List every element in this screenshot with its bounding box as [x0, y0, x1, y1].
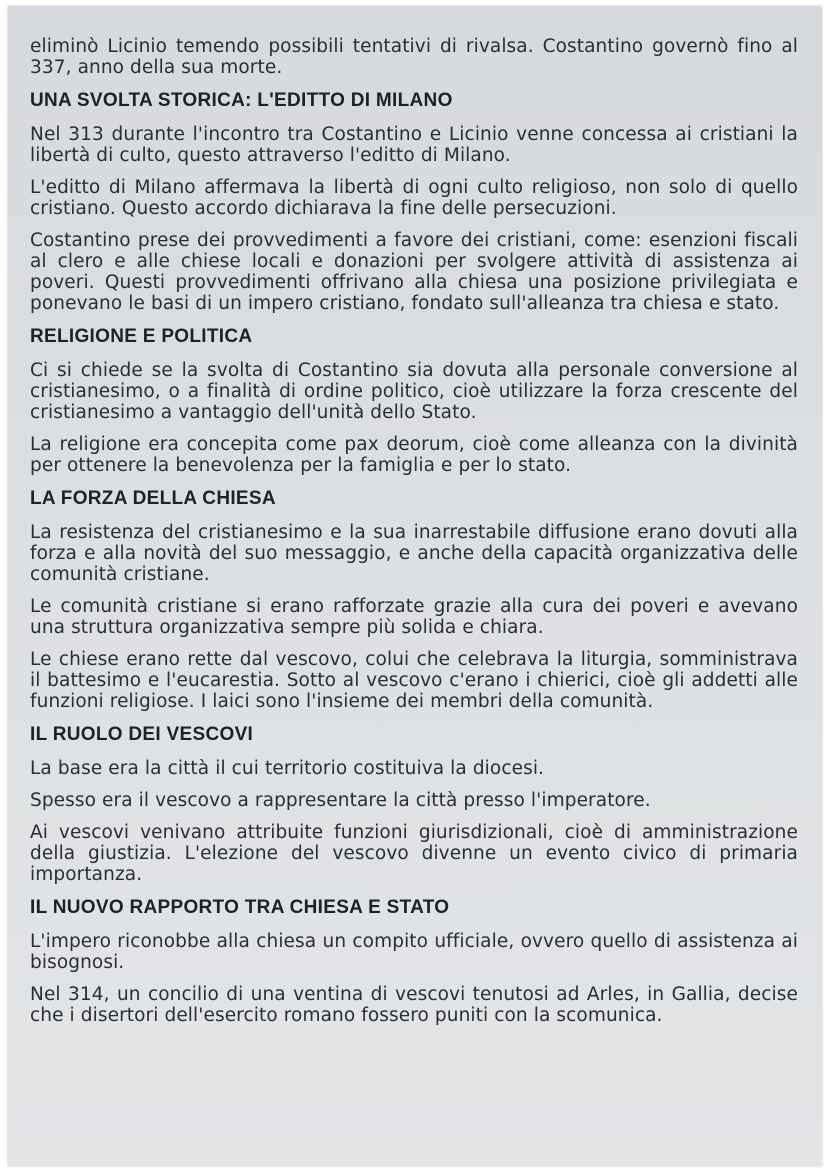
- paragraph: Le comunità cristiane si erano rafforzate grazie alla cura dei poveri e avevano una struttura organizzativa sempre più solida e chiara.: [30, 596, 798, 638]
- paragraph: Nel 313 durante l'incontro tra Costantino e Licinio venne concessa ai cristiani la libertà di culto, questo attraverso l'editto di Milano.: [30, 124, 798, 166]
- document-page: [8, 6, 822, 1166]
- paragraph: Ci si chiede se la svolta di Costantino sia dovuta alla personale conversione al cristianesimo, o a finalità di ordine politico, cioè utilizzare la forza crescente del cristianesimo a vantaggio dell'unità dello Stato.: [30, 360, 798, 423]
- paragraph: Costantino prese dei provvedimenti a favore dei cristiani, come: esenzioni fiscali al clero e alle chiese locali e donazioni per svolgere attività di assistenza ai poveri. Questi provvedimenti offrivano alla chiesa una posizione privilegiata e ponevano le basi di un impero cristiano, fondato sull'alleanza tra chiesa e stato.: [30, 230, 798, 314]
- paragraph: Spesso era il vescovo a rappresentare la città presso l'imperatore.: [30, 790, 651, 811]
- section-heading: UNA SVOLTA STORICA: L'EDITTO DI MILANO: [30, 90, 453, 111]
- paragraph: La religione era concepita come pax deorum, cioè come alleanza con la divinità per ottenere la benevolenza per la famiglia e per lo stato.: [30, 434, 798, 476]
- section-heading: IL NUOVO RAPPORTO TRA CHIESA E STATO: [30, 897, 450, 918]
- paragraph: La resistenza del cristianesimo e la sua inarrestabile diffusione erano dovuti alla forza e alla novità del suo messaggio, e anche della capacità organizzativa delle comunità cristiane.: [30, 522, 798, 585]
- section-heading: IL RUOLO DEI VESCOVI: [30, 724, 254, 745]
- paragraph: Nel 314, un concilio di una ventina di vescovi tenutosi ad Arles, in Gallia, decise che i disertori dell'esercito romano fossero puniti con la scomunica.: [30, 984, 798, 1026]
- paragraph: Ai vescovi venivano attribuite funzioni giurisdizionali, cioè di amministrazione della giustizia. L'elezione del vescovo divenne un evento civico di primaria importanza.: [30, 822, 798, 885]
- section-heading: LA FORZA DELLA CHIESA: [30, 488, 276, 509]
- paragraph: La base era la città il cui territorio costituiva la diocesi.: [30, 758, 545, 779]
- paragraph: L'impero riconobbe alla chiesa un compito ufficiale, ovvero quello di assistenza ai bisognosi.: [30, 931, 798, 973]
- section-heading: RELIGIONE E POLITICA: [30, 326, 253, 347]
- document-content: [30, 36, 798, 1037]
- paragraph: L'editto di Milano affermava la libertà di ogni culto religioso, non solo di quello cristiano. Questo accordo dichiarava la fine delle persecuzioni.: [30, 177, 798, 219]
- paragraph: eliminò Licinio temendo possibili tentativi di rivalsa. Costantino governò fino al 337, anno della sua morte.: [30, 36, 798, 78]
- paragraph: Le chiese erano rette dal vescovo, colui che celebrava la liturgia, somministrava il battesimo e l'eucarestia. Sotto al vescovo c'erano i chierici, cioè gli addetti alle funzioni religiose. I laici sono l'insieme dei membri della comunità.: [30, 649, 798, 712]
